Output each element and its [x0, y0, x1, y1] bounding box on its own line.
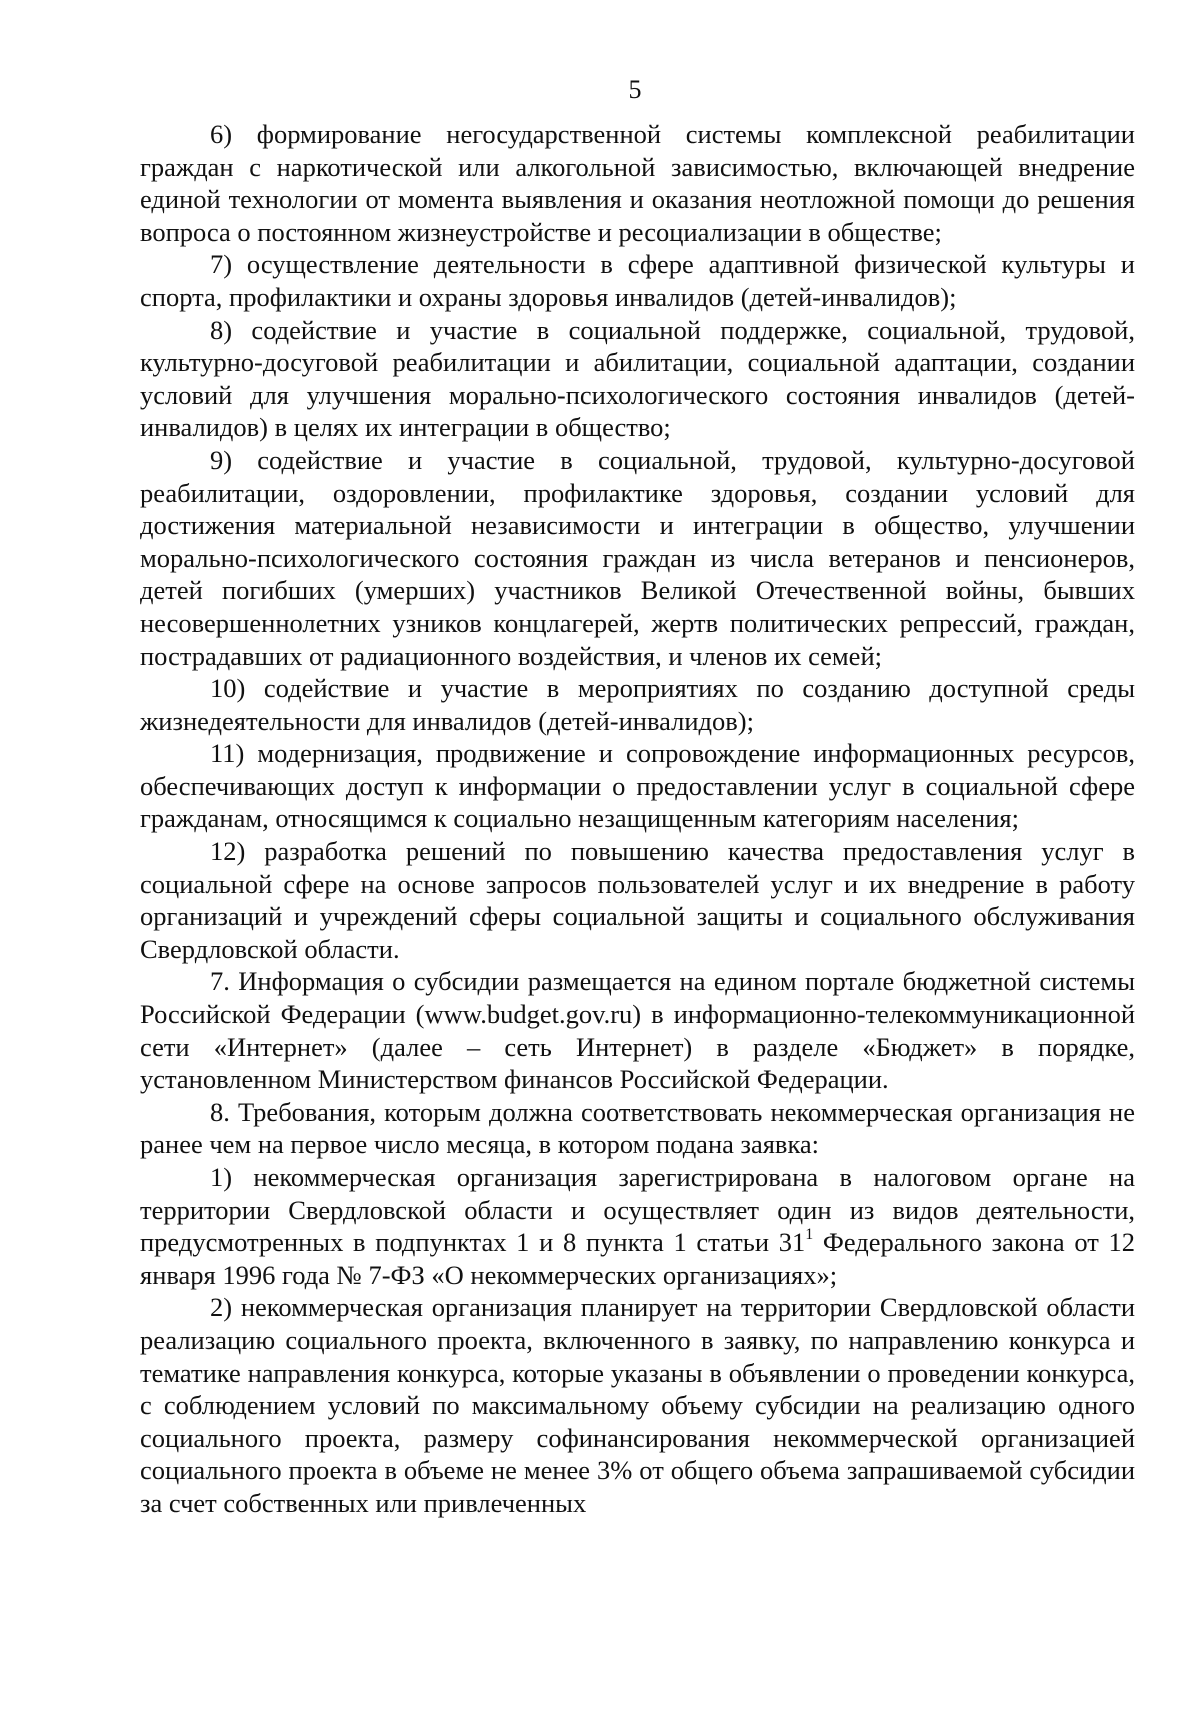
section-8-item-1-text-end: Федерального закона от 12 января 1996 года № 7-ФЗ «О некоммерческих организациях»; — [140, 1227, 1135, 1290]
article-superscript: 1 — [805, 1226, 814, 1244]
section-8-item-1 — [140, 1161, 1135, 1291]
section-8-item-2: 2) некоммерческая организация планирует на территории Свердловской области реализацию социального проекта, включенного в заявку, по направлению конкурса и тематике направления конкурса, которые указаны в объявлении о проведении конкурса, с соблюдением условий по максимальному объему субсидии на реализацию одного социального проекта, размеру софинансирования некоммерческой организацией социального проекта в объеме не менее 3% от общего объема запрашиваемой субсидии за счет собственных или привлеченных — [140, 1292, 1135, 1518]
list-item-8: 8) содействие и участие в социальной поддержке, социальной, трудовой, культурно-досуговой реабилитации и абилитации, социальной адаптации, создании условий для улучшения морально-психологического состояния инвалидов (детей-инвалидов) в целях их интеграции в общество; — [140, 314, 1135, 443]
list-item-6: 6) формирование негосударственной системы комплексной реабилитации граждан с наркотической или алкогольной зависимостью, включающей внедрение единой технологии от момента выявления и оказания неотложной помощи до решения вопроса о постоянном жизнеустройстве и ресоциализации в обществе; — [140, 119, 1135, 247]
section-8-item-1-text-start: 1) некоммерческая организация зарегистрирована в налоговом органе на территории Свердловской области и осуществляет один из видов деятельности, предусмотренных в подпунктах 1 и 8 пункта 1 статьи 31 — [140, 1162, 1135, 1258]
document-body — [140, 118, 1135, 1520]
list-item-11: 11) модернизация, продвижение и сопровождение информационных ресурсов, обеспечивающих доступ к информации о предоставлении услуг в социальной сфере гражданам, относящимся к социально незащищенным категориям населения; — [140, 738, 1135, 834]
list-item-7: 7) осуществление деятельности в сфере адаптивной физической культуры и спорта, профилактики и охраны здоровья инвалидов (детей-инвалидов); — [140, 249, 1135, 312]
page-number: 5 — [628, 75, 642, 104]
section-7-paragraph: 7. Информация о субсидии размещается на едином портале бюджетной системы Российской Федерации (www.budget.gov.ru) в информационно-телекоммуникационной сети «Интернет» (далее – сеть Интернет) в разделе «Бюджет» в порядке, установленном Министерством финансов Российской Федерации. — [140, 966, 1135, 1095]
list-item-10: 10) содействие и участие в мероприятиях по созданию доступной среды жизнедеятельности для инвалидов (детей-инвалидов); — [140, 673, 1135, 736]
list-item-9: 9) содействие и участие в социальной, трудовой, культурно-досуговой реабилитации, оздоровлении, профилактике здоровья, создании условий для достижения материальной независимости и интеграции в общество, улучшении морально-психологического состояния граждан из числа ветеранов и пенсионеров, детей погибших (умерших) участников Великой Отечественной войны, бывших несовершеннолетних узников концлагерей, жертв политических репрессий, граждан, пострадавших от радиационного воздействия, и членов их семей; — [140, 444, 1135, 671]
list-item-12: 12) разработка решений по повышению качества предоставления услуг в социальной сфере на основе запросов пользователей услуг и их внедрение в работу организаций и учреждений сферы социальной защиты и социального обслуживания Свердловской области. — [140, 836, 1135, 964]
section-8-paragraph: 8. Требования, которым должна соответствовать некоммерческая организация не ранее чем на первое число месяца, в котором подана заявка: — [140, 1096, 1135, 1160]
